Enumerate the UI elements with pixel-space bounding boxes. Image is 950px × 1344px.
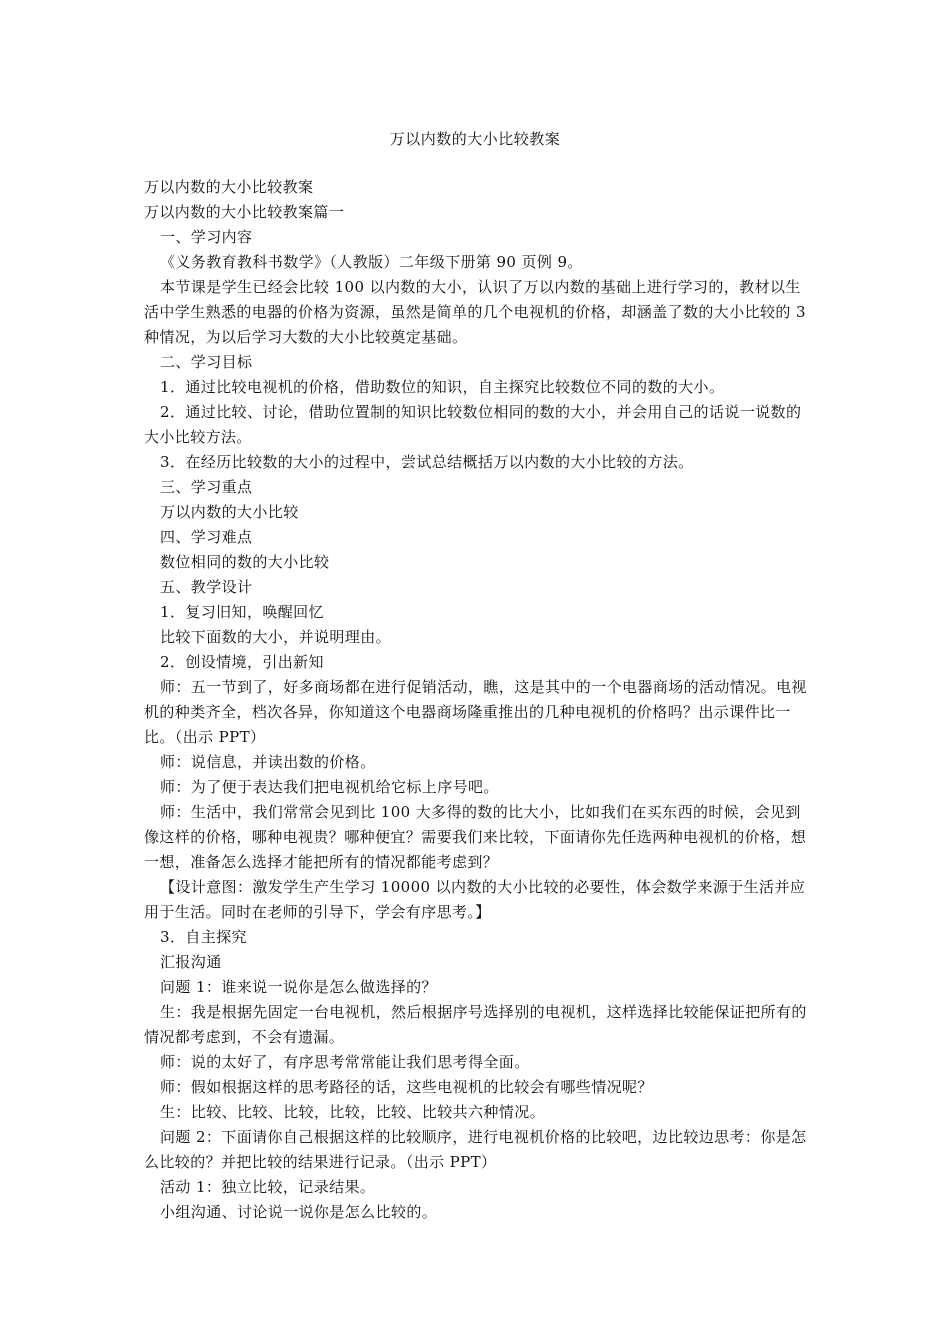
document-paragraph: 问题 2：下面请你自己根据这样的比较顺序，进行电视机价格的比较吧，边比较边思考：你是怎么比较的？并把比较的结果进行记录。（出示 PPT） xyxy=(144,1128,807,1171)
document-paragraph: 生：比较、比较、比较，比较，比较、比较共六种情况。 xyxy=(160,1103,546,1121)
document-paragraph: 3．在经历比较数的大小的过程中，尝试总结概括万以内数的大小比较的方法。 xyxy=(160,453,694,471)
document-paragraph: 万以内数的大小比较教案 xyxy=(144,178,314,196)
document-paragraph: 比较下面数的大小，并说明理由。 xyxy=(160,628,392,646)
document-paragraph: 师：生活中，我们常常会见到比 100 大多得的数的比大小，比如我们在买东西的时候，会见到像这样的价格，哪种电视贵？哪种便宜？需要我们来比较，下面请你先任选两种电视机的价格，想一想，准备怎么选择才能把所有的情况都能考虑到？ xyxy=(144,803,807,871)
document-paragraph: 问题 1：谁来说一说你是怎么做选择的？ xyxy=(160,978,437,996)
document-paragraph: 四、学习难点 xyxy=(160,528,253,546)
document-paragraph: 2．通过比较、讨论，借助位置制的知识比较数位相同的数的大小，并会用自己的话说一说数的大小比较方法。 xyxy=(144,403,802,446)
document-paragraph: 3．自主探究 xyxy=(160,928,247,946)
document-paragraph: 师：为了便于表达我们把电视机给它标上序号吧。 xyxy=(160,778,499,796)
document-paragraph: 汇报沟通 xyxy=(160,953,222,971)
document-paragraph: 生：我是根据先固定一台电视机，然后根据序号选择别的电视机，这样选择比较能保证把所有的情况都考虑到，不会有遗漏。 xyxy=(144,1003,807,1046)
document-paragraph: 师：假如根据这样的思考路径的话，这些电视机的比较会有哪些情况呢？ xyxy=(160,1078,653,1096)
document-paragraph: 活动 1：独立比较，记录结果。 xyxy=(160,1178,376,1196)
document-paragraph: 二、学习目标 xyxy=(160,353,253,371)
document-paragraph: 师：说信息，并读出数的价格。 xyxy=(160,753,376,771)
document-paragraph: 数位相同的数的大小比较 xyxy=(160,553,330,571)
document-paragraph: 三、学习重点 xyxy=(160,478,253,496)
document-paragraph: 1．复习旧知，唤醒回忆 xyxy=(160,603,324,621)
document-paragraph: 【设计意图：激发学生产生学习 10000 以内数的大小比较的必要性，体会数学来源于生活并应用于生活。同时在老师的引导下，学会有序思考。】 xyxy=(144,878,806,921)
document-paragraph: 小组沟通、讨论说一说你是怎么比较的。 xyxy=(160,1203,438,1221)
document-paragraph: 师：说的太好了，有序思考常常能让我们思考得全面。 xyxy=(160,1053,530,1071)
document-paragraph: 一、学习内容 xyxy=(160,228,253,246)
document-body xyxy=(144,175,808,1225)
document-paragraph: 万以内数的大小比较教案篇一 xyxy=(144,203,345,221)
document-paragraph: 本节课是学生已经会比较 100 以内数的大小，认识了万以内数的基础上进行学习的，教材以生活中学生熟悉的电器的价格为资源，虽然是简单的几个电视机的价格，却涵盖了数的大小比较的 3 种情况，为以后学习大数的大小比较奠定基础。 xyxy=(144,278,806,346)
document-title: 万以内数的大小比较教案 xyxy=(389,130,561,148)
document-paragraph: 《义务教育教科书数学》（人教版）二年级下册第 90 页例 9。 xyxy=(160,253,583,271)
document-paragraph: 万以内数的大小比较 xyxy=(160,503,299,521)
document-paragraph: 师：五一节到了，好多商场都在进行促销活动，瞧，这是其中的一个电器商场的活动情况。电视机的种类齐全，档次各异，你知道这个电器商场隆重推出的几种电视机的价格吗？出示课件比一比。（出示 PPT） xyxy=(144,678,807,746)
document-paragraph: 2．创设情境，引出新知 xyxy=(160,653,324,671)
document-paragraph: 五、教学设计 xyxy=(160,578,253,596)
document-paragraph: 1．通过比较电视机的价格，借助数位的知识，自主探究比较数位不同的数的大小。 xyxy=(160,378,725,396)
